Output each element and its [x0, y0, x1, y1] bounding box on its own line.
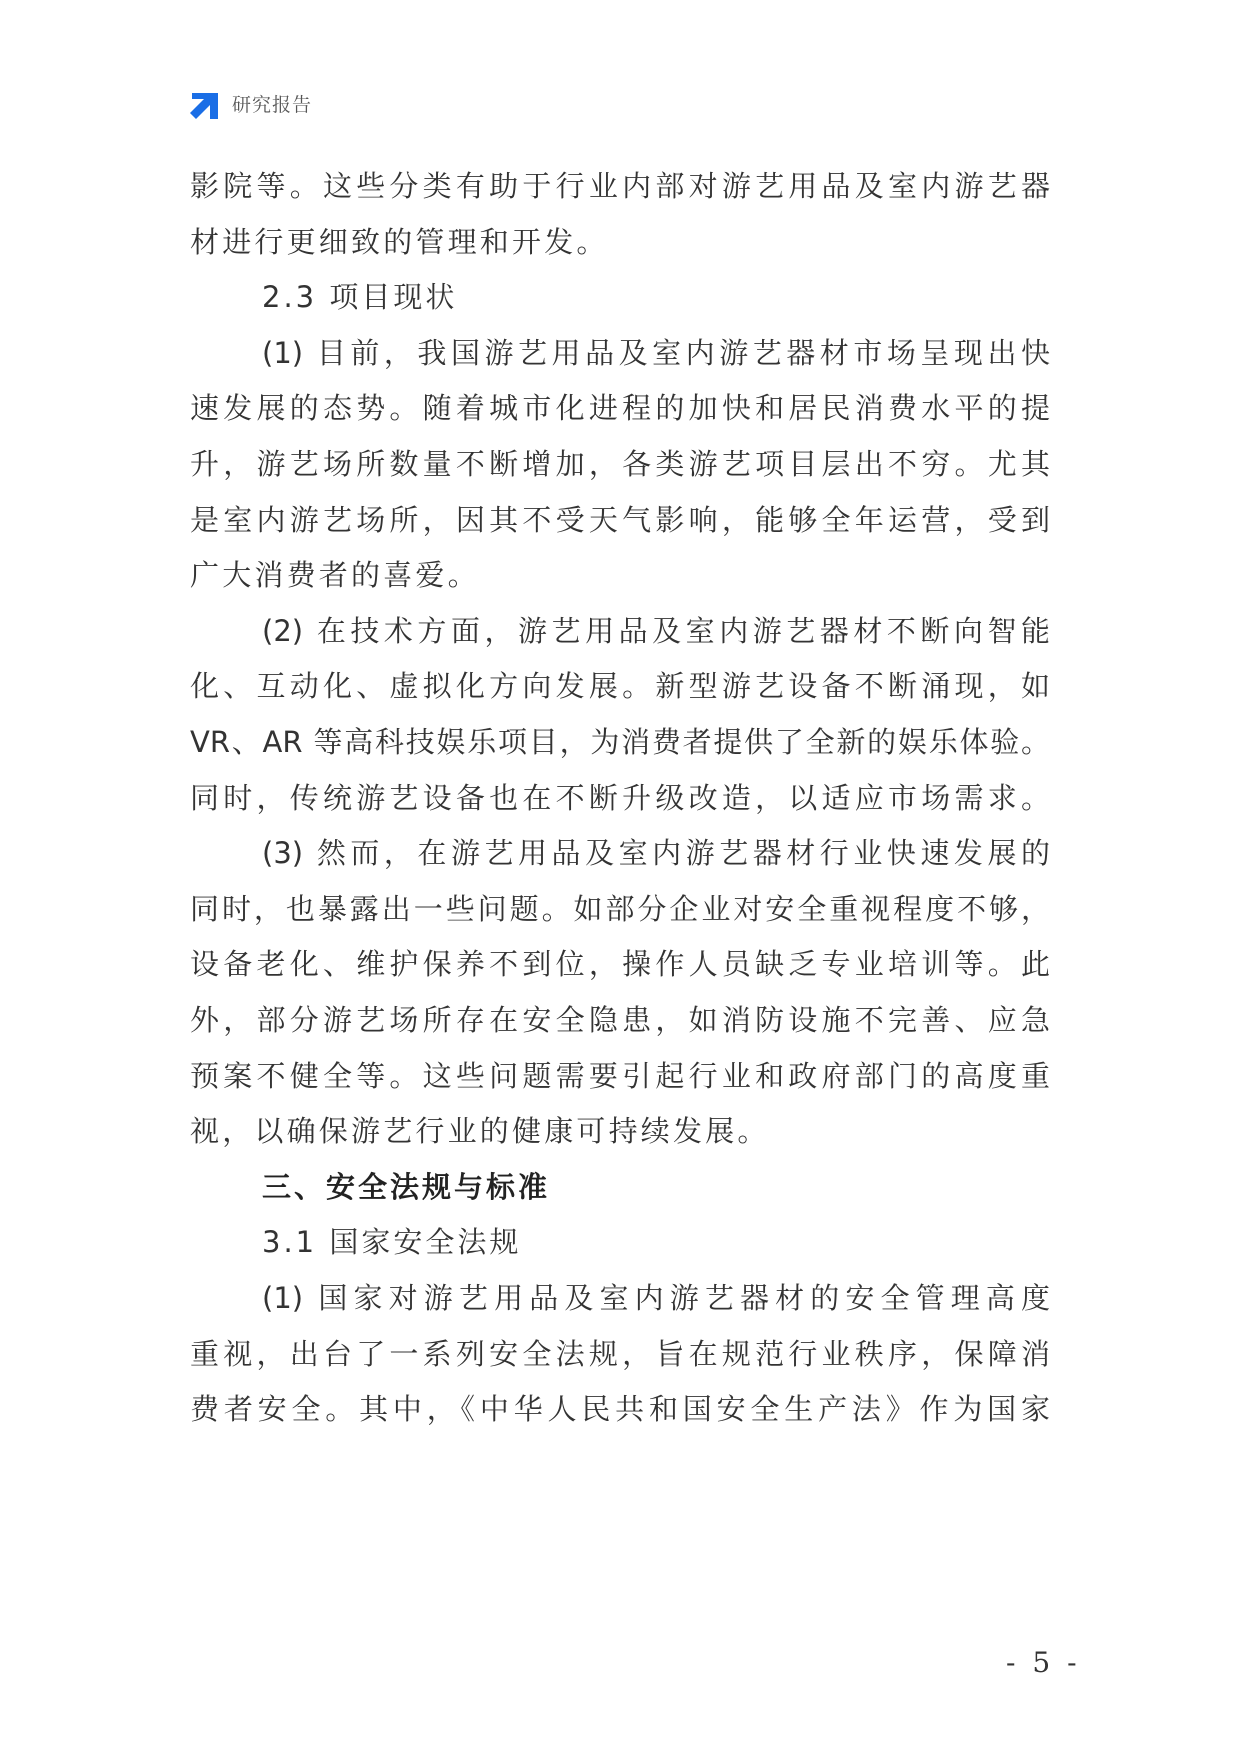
- text-line: 速发展的态势。随着城市化进程的加快和居民消费水平的提: [190, 391, 1050, 425]
- arrow-up-right-icon: [188, 89, 222, 123]
- text-line: 预案不健全等。这些问题需要引起行业和政府部门的高度重: [190, 1059, 1050, 1093]
- subsection-heading: 2.3 项目现状: [262, 280, 458, 314]
- text-line: 材进行更细致的管理和开发。: [190, 225, 609, 259]
- text-line: 费者安全。其中，《中华人民共和国安全生产法》作为国家: [190, 1392, 1050, 1426]
- text-line: 影院等。这些分类有助于行业内部对游艺用品及室内游艺器: [190, 169, 1050, 203]
- text-line: 同时，传统游艺设备也在不断升级改造，以适应市场需求。: [190, 781, 1050, 815]
- text-line: (1) 国家对游艺用品及室内游艺器材的安全管理高度: [262, 1281, 1050, 1315]
- text-line: 广大消费者的喜爱。: [190, 558, 480, 592]
- text-line: (2) 在技术方面，游艺用品及室内游艺器材不断向智能: [262, 614, 1050, 648]
- header-title: 研究报告: [232, 94, 313, 116]
- text-line: (3) 然而，在游艺用品及室内游艺器材行业快速发展的: [262, 836, 1050, 870]
- text-line: 同时，也暴露出一些问题。如部分企业对安全重视程度不够，: [190, 892, 1050, 926]
- text-line: (1) 目前，我国游艺用品及室内游艺器材市场呈现出快: [262, 336, 1050, 370]
- text-line: 视，以确保游艺行业的健康可持续发展。: [190, 1114, 770, 1148]
- text-line: 是室内游艺场所，因其不受天气影响，能够全年运营，受到: [190, 503, 1050, 537]
- text-line: 设备老化、维护保养不到位，操作人员缺乏专业培训等。此: [190, 947, 1050, 981]
- page-number: - 5 -: [1006, 1646, 1081, 1679]
- text-line: 化、互动化、虚拟化方向发展。新型游艺设备不断涌现，如: [190, 669, 1050, 703]
- text-line: 外，部分游艺场所存在安全隐患，如消防设施不完善、应急: [190, 1003, 1050, 1037]
- text-line: 升，游艺场所数量不断增加，各类游艺项目层出不穷。尤其: [190, 447, 1050, 481]
- text-line: 重视，出台了一系列安全法规，旨在规范行业秩序，保障消: [190, 1337, 1050, 1371]
- text-line: VR、AR 等高科技娱乐项目，为消费者提供了全新的娱乐体验。: [190, 725, 1050, 759]
- subsection-heading: 3.1 国家安全法规: [262, 1225, 522, 1259]
- section-heading: 三、安全法规与标准: [262, 1170, 551, 1204]
